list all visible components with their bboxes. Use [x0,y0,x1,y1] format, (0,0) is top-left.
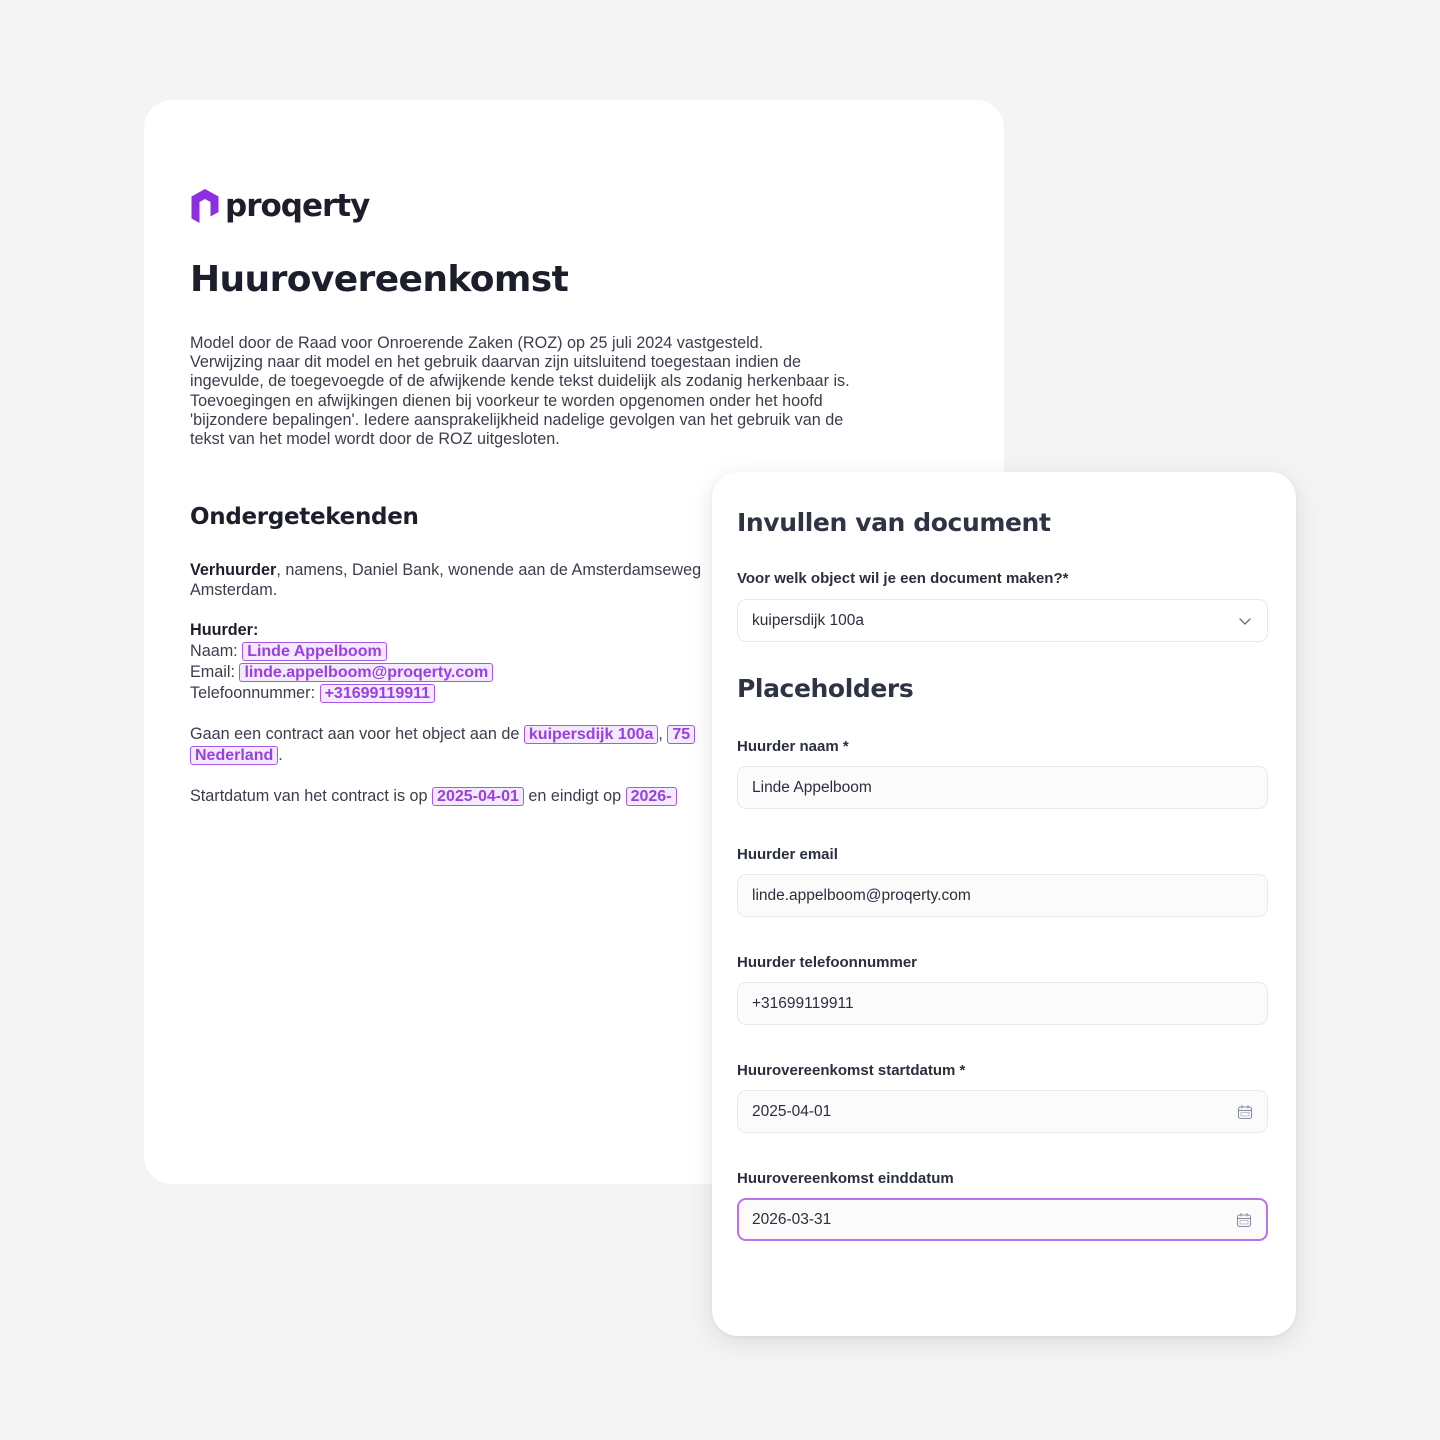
object-question-label: Voor welk object wil je een document maken?* [737,570,1069,587]
placeholder-country: Nederland [190,746,278,765]
calendar-icon[interactable] [1237,1104,1253,1120]
tenant-name-input[interactable] [737,766,1268,809]
document-title: Huurovereenkomst [190,259,569,300]
input-value: +31699119911 [752,994,854,1012]
placeholder-phone: +31699119911 [320,684,435,703]
tenant-label: Huurder: [190,621,259,640]
contract-text: Gaan een contract aan voor het object aan de [190,725,520,744]
input-value: 2025-04-01 [752,1102,832,1120]
field-label: Huurovereenkomst einddatum [737,1170,954,1187]
field-label: Huurder telefoonnummer [737,954,918,971]
intro-line: 'bijzondere bepalingen'. Iedere aansprakelijkheid nadelige gevolgen van het gebruik van de [190,410,844,429]
landlord-text: , namens, Daniel Bank, wonende aan de Amsterdamseweg [276,561,702,580]
placeholder-end-date: 2026- [626,787,677,806]
intro-line: Toevoegingen en afwijkingen dienen bij voorkeur te worden opgenomen onder het hoofd [190,391,823,410]
chevron-down-icon [1237,613,1253,629]
fill-document-panel [712,472,1296,1336]
object-select-value: kuipersdijk 100a [752,611,865,629]
proqerty-logo-icon [190,188,220,224]
input-value: 2026-03-31 [752,1210,832,1228]
section-heading: Ondergetekenden [190,504,419,531]
object-select[interactable] [737,599,1268,642]
placeholder-start-date: 2025-04-01 [432,787,524,806]
placeholder-email: linde.appelboom@proqerty.com [239,663,493,682]
landlord-city: Amsterdam. [190,581,278,600]
document-intro [190,334,900,449]
form-title: Invullen van document [737,508,1051,537]
field-end-date [737,1170,1268,1241]
field-start-date [737,1062,1268,1133]
placeholder-name: Linde Appelboom [242,642,387,661]
placeholders-title: Placeholders [737,674,914,703]
tenant-email-input[interactable] [737,874,1268,917]
dates-text-end: en eindigt op [528,787,622,806]
logo-text: proqerty [225,188,370,224]
tenant-phone-input[interactable] [737,982,1268,1025]
field-tenant-name [737,738,1268,809]
field-label: Huurovereenkomst startdatum * [737,1062,966,1079]
intro-line: Model door de Raad voor Onroerende Zaken (ROZ) op 25 juli 2024 vastgesteld. [190,334,764,352]
name-label: Naam: [190,642,238,661]
phone-label: Telefoonnummer: [190,684,316,703]
input-value: linde.appelboom@proqerty.com [752,886,971,904]
email-label: Email: [190,663,235,682]
field-tenant-email [737,846,1268,917]
field-label: Huurder email [737,846,838,863]
start-date-input[interactable] [737,1090,1268,1133]
input-value: Linde Appelboom [752,778,872,796]
contract-paragraph: Gaan een contract aan voor het object aan de kuipersdijk 100a , 75 Nederland . [190,724,958,766]
intro-line: tekst van het model wordt door de ROZ uitgesloten. [190,430,560,449]
placeholder-postal: 75 [667,725,695,744]
proqerty-logo [190,186,958,226]
intro-line: Verwijzing naar dit model en het gebruik daarvan zijn uitsluitend toegestaan indien de [190,353,802,372]
end-date-input[interactable] [737,1198,1268,1241]
intro-line: ingevulde, de toegevoegde of de afwijkende kende tekst duidelijk als zodanig herkenbaar is. [190,372,850,391]
field-label: Huurder naam * [737,738,849,755]
landlord-label: Verhuurder [190,561,277,580]
dates-text-start: Startdatum van het contract is op [190,787,428,806]
placeholder-object: kuipersdijk 100a [524,725,659,744]
field-tenant-phone [737,954,1268,1025]
calendar-icon[interactable] [1236,1212,1252,1228]
